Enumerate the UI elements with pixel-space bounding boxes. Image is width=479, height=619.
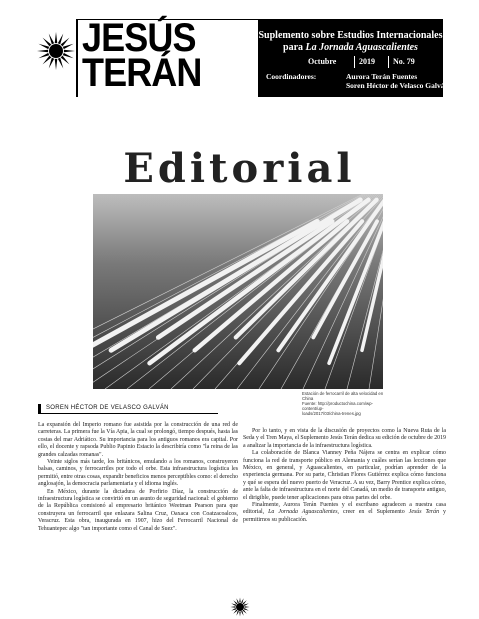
- supplement-name: Jesús Terán: [408, 509, 440, 516]
- author-byline: [38, 404, 218, 414]
- issue-number: No. 79: [393, 57, 415, 66]
- logo-wordmark: [78, 16, 258, 98]
- issue-year: 2019: [359, 57, 375, 66]
- issue-divider: [354, 56, 355, 68]
- author-name: SOREN HÉCTOR DE VELASCO GALVÁN: [46, 405, 169, 411]
- article-column-right: [243, 428, 446, 524]
- subtitle-prefix: para: [283, 42, 306, 53]
- logo-line-1: JESÚS: [82, 16, 196, 60]
- section-title: Editorial: [123, 145, 356, 192]
- journal-name: La Jornada Aguascalientes: [305, 42, 418, 53]
- paragraph: Por lo tanto, y en vista de la discusión de proyectos como la Nueva Ruta de la Seda y el Tren Maya, el Suplemento Jesús Terán dedica su edición de octubre de 2019 a analizar la importancia de la infraestructura logística.: [243, 428, 446, 449]
- paragraph: La colaboración de Blanca Vianney Peña Nájera se centra en explicar cómo funciona la red de transporte público en Alemania y cuáles serían las lecciones que México, en general, y Aguascalientes, en particular, podrían aprender de la experiencia germana. Por su parte, Christian Flores Gutiérrez explica cómo funciona y qué se espera del nuevo puerto de Veracruz. A su vez, Barry Prentice explica cómo, ante la falta de infraestructura en el norte del Canadá, un medio de transporte antiguo, el dirigible, puede tener aplicaciones para otras partes del orbe.: [243, 450, 446, 501]
- caption-line: Estación de ferrocarril de alta velocidad en China: [302, 391, 384, 401]
- caption-line: loads/2017/03/china-trenes.jpg: [302, 411, 361, 416]
- issue-month: Octubre: [308, 57, 337, 66]
- masthead-info: [258, 19, 449, 97]
- trains-image: [93, 194, 383, 389]
- coordinators-label: Coordinadores:: [266, 72, 317, 81]
- train-station-photo: [93, 194, 383, 389]
- paragraph: La expansión del Imperio romano fue asistida por la construcción de una red de carreteras. La primera fue la Vía Apia, la cual se prolongó, tiempo después, hasta las costas del mar Adriático. Su importancia para los antiguos romanos era capital. Por ello, el docente y rapsoda Publio Papinio Estacio la describiría como "la reina de las grandes calzadas romanas".: [38, 422, 238, 458]
- coordinators-names: [346, 72, 456, 90]
- text-run: , creer en el Suplemento: [337, 509, 409, 516]
- journal-name: La Jornada Aguascalientes: [268, 509, 338, 516]
- photo-caption: [302, 391, 387, 416]
- caption-line: Fuente: http://productochina.com/wp-content/up-: [302, 401, 373, 411]
- logo-line-2: TERÁN: [82, 51, 202, 95]
- text-run: y permitirnos su publicación.: [243, 509, 446, 523]
- text-run: Finalmente, Aurora Terán Fuentes y el escribano agradecen a nuestra casa editorial,: [243, 502, 446, 516]
- issue-divider: [388, 56, 389, 68]
- sun-logo-icon: [36, 31, 76, 71]
- article-column-left: [38, 422, 238, 533]
- supplement-subtitle: Suplemento sobre Estudios Internacionales: [258, 30, 443, 41]
- issue-info: [258, 56, 443, 69]
- logo-badge: [36, 19, 76, 97]
- supplement-subtitle-journal: [258, 42, 443, 53]
- coordinator-2: Soren Héctor de Velasco Galván: [346, 81, 449, 90]
- paragraph: [243, 502, 446, 524]
- paragraph: En México, durante la dictadura de Porfirio Díaz, la construcción de infraestructura logística se convirtió en un asunto de seguridad nacional: el gobierno de la República comisionó al empresario británico Weetman Pearson para que construyera un ferrocarril que enlazara Salina Cruz, Oaxaca con Coatzacoalcos, Veracruz. Esta obra, inaugurada en 1907, hizo del Ferrocarril Nacional de Tehuantepec algo "tan importante como el Canal de Suez".: [38, 488, 238, 532]
- paragraph: Veinte siglos más tarde, los británicos, emulando a los romanos, construyeron balsas, caminos, y ferrocarriles por todo el orbe. Esta infraestructura logística les permitió, entre otras cosas, expandir beneficios menos perceptibles como: el derecho anglosajón, la democracia parlamentaria y el idioma inglés.: [38, 459, 238, 488]
- coordinator-1: Aurora Terán Fuentes: [346, 72, 418, 81]
- footer-sun-icon: [230, 597, 250, 617]
- coordinators: [266, 72, 449, 90]
